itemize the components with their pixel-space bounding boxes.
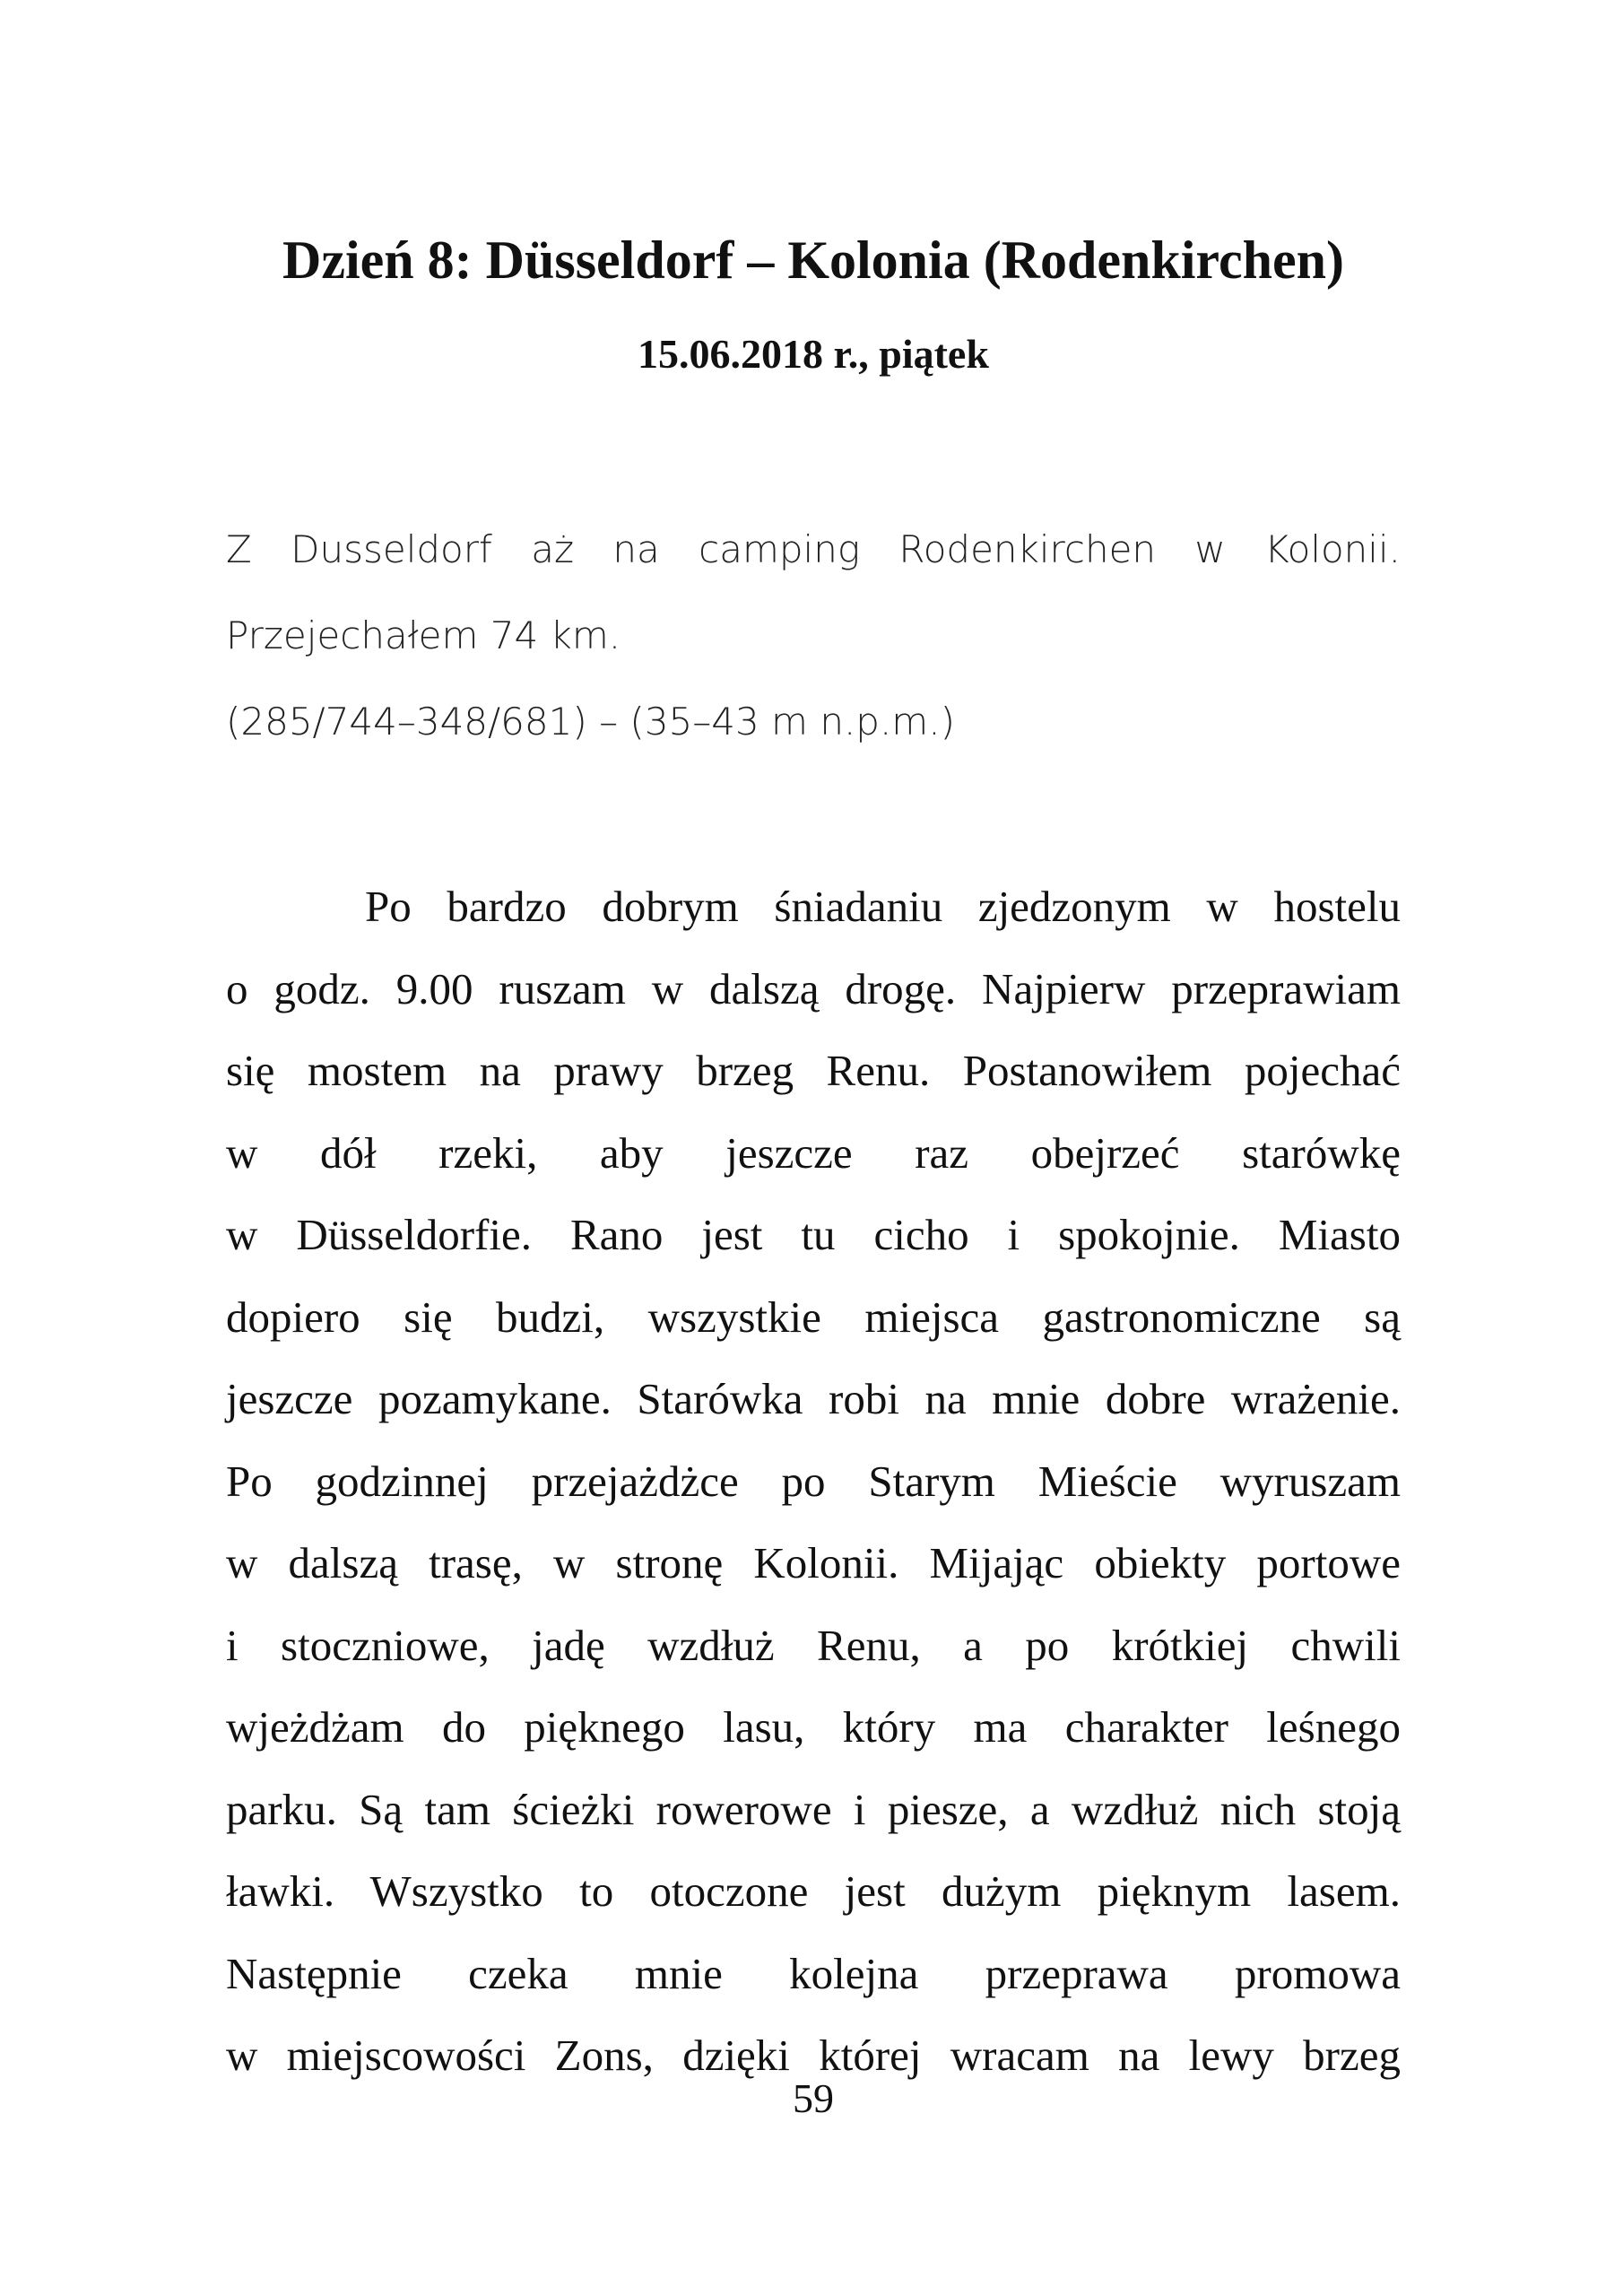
paragraph-line: w miejscowości Zons, dzięki której wracam na lewy brzeg bbox=[226, 2031, 1401, 2080]
paragraph-line: Po bardzo dobrym śniadaniu zjedzonym w hostelu bbox=[365, 882, 1401, 931]
summary-line: Z Dusseldorf aż na camping Rodenkirchen w Kolonii. bbox=[226, 527, 1401, 571]
paragraph-line: w Düsseldorfie. Rano jest tu cicho i spokojnie. Miasto bbox=[226, 1210, 1401, 1259]
body-paragraph bbox=[226, 865, 1401, 2097]
paragraph-line: w dół rzeki, aby jeszcze raz obejrzeć starówkę bbox=[226, 1127, 1401, 1178]
paragraph-line: parku. Są tam ścieżki rowerowe i piesze, a wzdłuż nich stoją bbox=[226, 1784, 1401, 1834]
paragraph-line: o godz. 9.00 ruszam w dalszą drogę. Najpierw przeprawiam bbox=[226, 963, 1401, 1013]
chapter-date: 15.06.2018 r., piątek bbox=[638, 331, 989, 377]
route-summary bbox=[226, 507, 1401, 765]
paragraph-line: w dalszą trasę, w stronę Kolonii. Mijając obiekty portowe bbox=[226, 1538, 1401, 1587]
paragraph-line: wjeżdżam do pięknego lasu, który ma charakter leśnego bbox=[226, 1702, 1401, 1752]
page-number: 59 bbox=[793, 2075, 834, 2121]
summary-line: (285/744–348/681) – (35–43 m n.p.m.) bbox=[226, 700, 955, 744]
paragraph-line: dopiero się budzi, wszystkie miejsca gastronomiczne są bbox=[226, 1292, 1401, 1342]
paragraph-line: się mostem na prawy brzeg Renu. Postanowiłem pojechać bbox=[226, 1046, 1401, 1095]
paragraph-line: Po godzinnej przejażdżce po Starym Mieście wyruszam bbox=[226, 1456, 1401, 1506]
summary-line: Przejechałem 74 km. bbox=[226, 613, 621, 657]
chapter-title: Dzień 8: Düsseldorf – Kolonia (Rodenkirchen) bbox=[282, 230, 1344, 290]
paragraph-line: Następnie czeka mnie kolejna przeprawa promowa bbox=[226, 1948, 1401, 1998]
paragraph-line: i stoczniowe, jadę wzdłuż Renu, a po krótkiej chwili bbox=[226, 1620, 1401, 1670]
paragraph-line: jeszcze pozamykane. Starówka robi na mnie dobre wrażenie. bbox=[226, 1374, 1401, 1423]
book-page bbox=[226, 0, 1401, 2296]
paragraph-line: ławki. Wszystko to otoczone jest dużym pięknym lasem. bbox=[226, 1866, 1401, 1916]
